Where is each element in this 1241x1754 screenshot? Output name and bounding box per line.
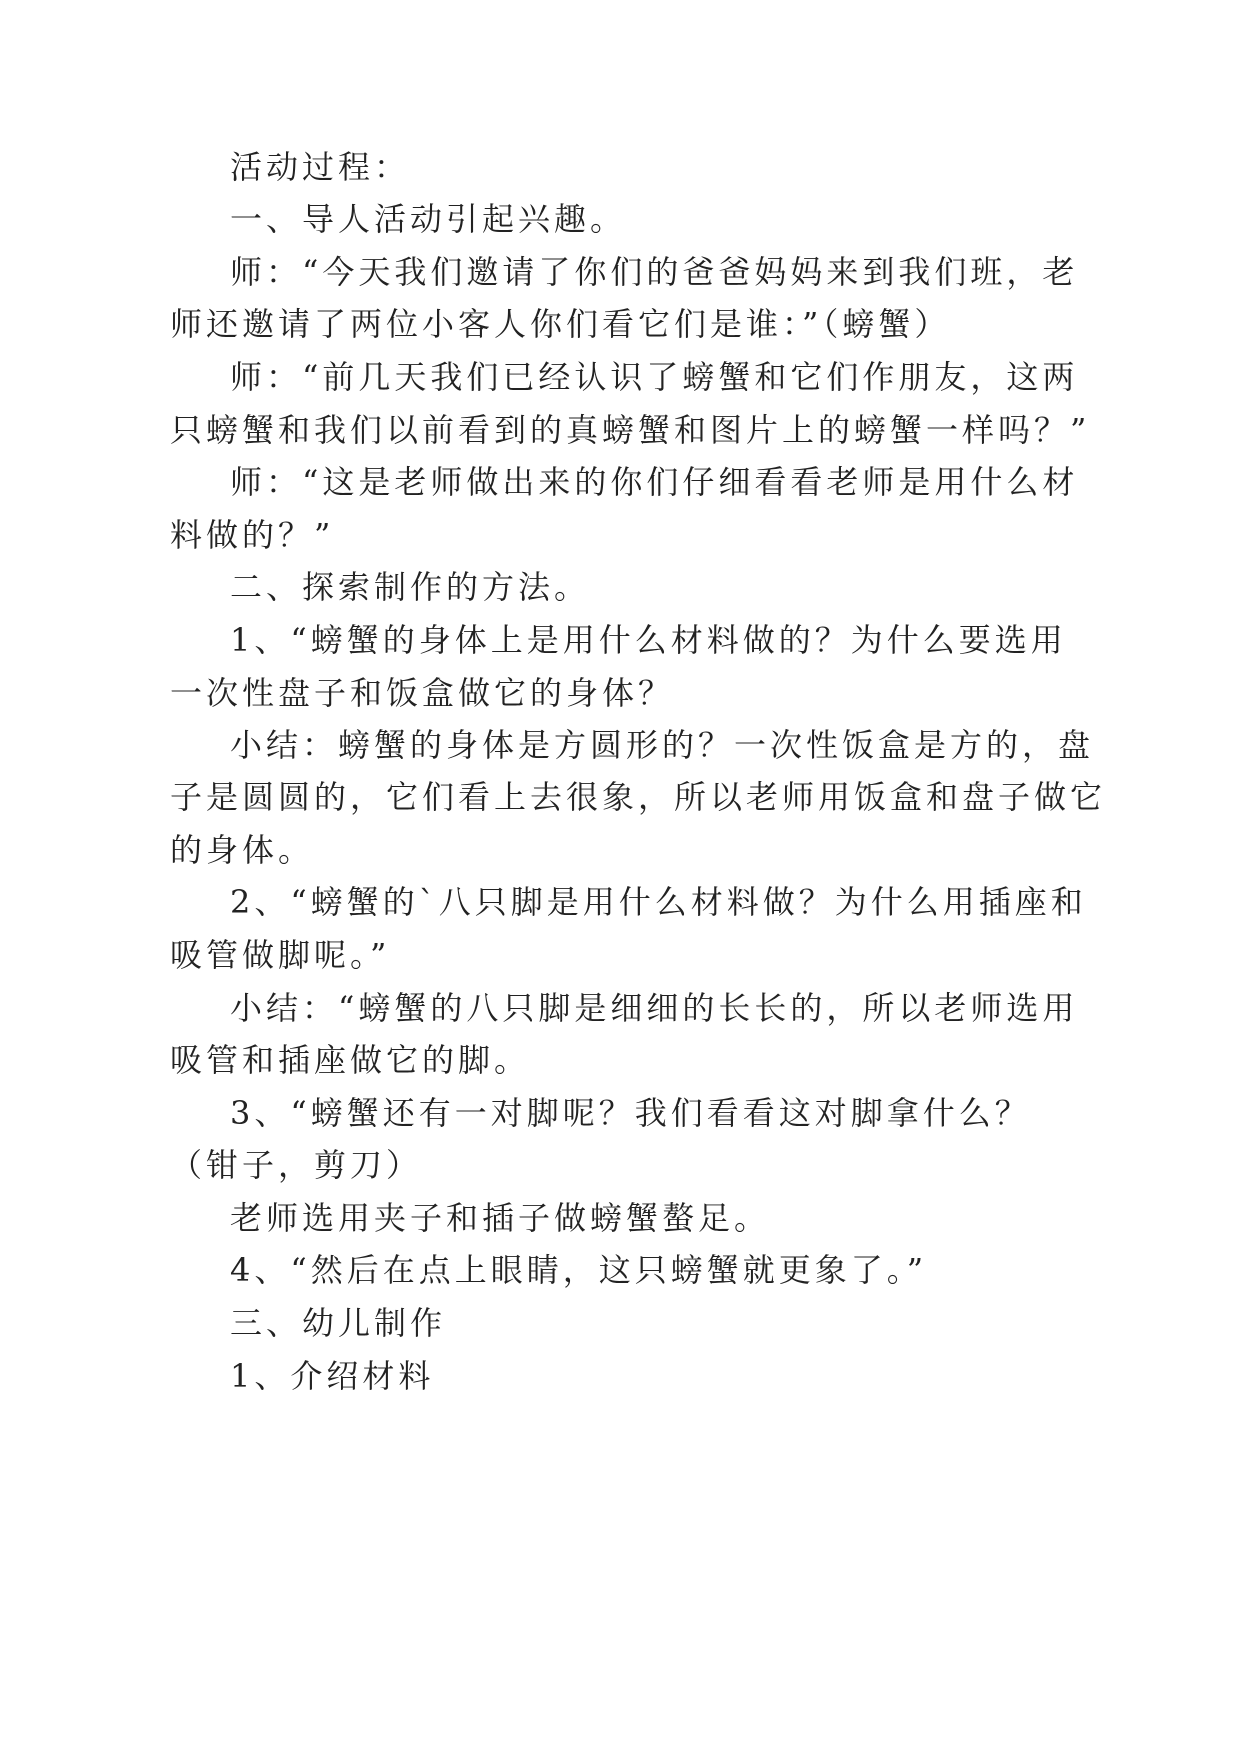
line-item-3b: （钳子，剪刀） [170,1146,423,1184]
line-item-1a: 1、“螃蟹的身体上是用什么材料做的？为什么要选用 [230,621,1067,659]
line-section-3-heading: 三、幼儿制作 [230,1304,447,1342]
line-teacher-claws: 老师选用夹子和插子做螃蟹螯足。 [230,1199,771,1237]
line-item-1b: 一次性盘子和饭盒做它的身体？ [170,674,675,712]
line-summary-1b: 子是圆圆的，它们看上去很象，所以老师用饭盒和盘子做它 [170,778,1107,816]
line-section-2-heading: 二、探索制作的方法。 [230,568,591,606]
line-materials-intro: 1、介绍材料 [230,1357,435,1395]
line-teacher-question-3: 师：“这是老师做出来的你们仔细看看老师是用什么材 [230,463,1079,501]
line-teacher-question-4: 料做的？” [170,516,335,554]
line-summary-2a: 小结：“螃蟹的八只脚是细细的长长的，所以老师选用 [230,989,1079,1027]
line-summary-1c: 的身体。 [170,831,315,869]
line-item-2b: 吸管做脚呢。” [170,936,391,974]
line-teacher-question-1: 师：“前几天我们已经认识了螃蟹和它们作朋友，这两 [230,358,1079,396]
line-teacher-question-2: 只螃蟹和我们以前看到的真螃蟹和图片上的螃蟹一样吗？” [170,411,1091,449]
line-section-1-heading: 一、导人活动引起兴趣。 [230,200,627,238]
line-item-2a: 2、“螃蟹的`八只脚是用什么材料做？为什么用插座和 [230,883,1087,921]
line-activity-process: 活动过程： [230,148,411,186]
line-item-3a: 3、“螃蟹还有一对脚呢？我们看看这对脚拿什么？ [230,1094,1031,1132]
line-teacher-intro-1: 师：“今天我们邀请了你们的爸爸妈妈来到我们班，老 [230,253,1079,291]
line-summary-2b: 吸管和插座做它的脚。 [170,1041,531,1079]
line-summary-1a: 小结：螃蟹的身体是方圆形的？一次性饭盒是方的，盘 [230,726,1095,764]
line-item-4: 4、“然后在点上眼睛，这只螃蟹就更象了。” [230,1251,928,1289]
line-teacher-intro-2: 师还邀请了两位小客人你们看它们是谁：”（螃蟹） [170,305,951,343]
